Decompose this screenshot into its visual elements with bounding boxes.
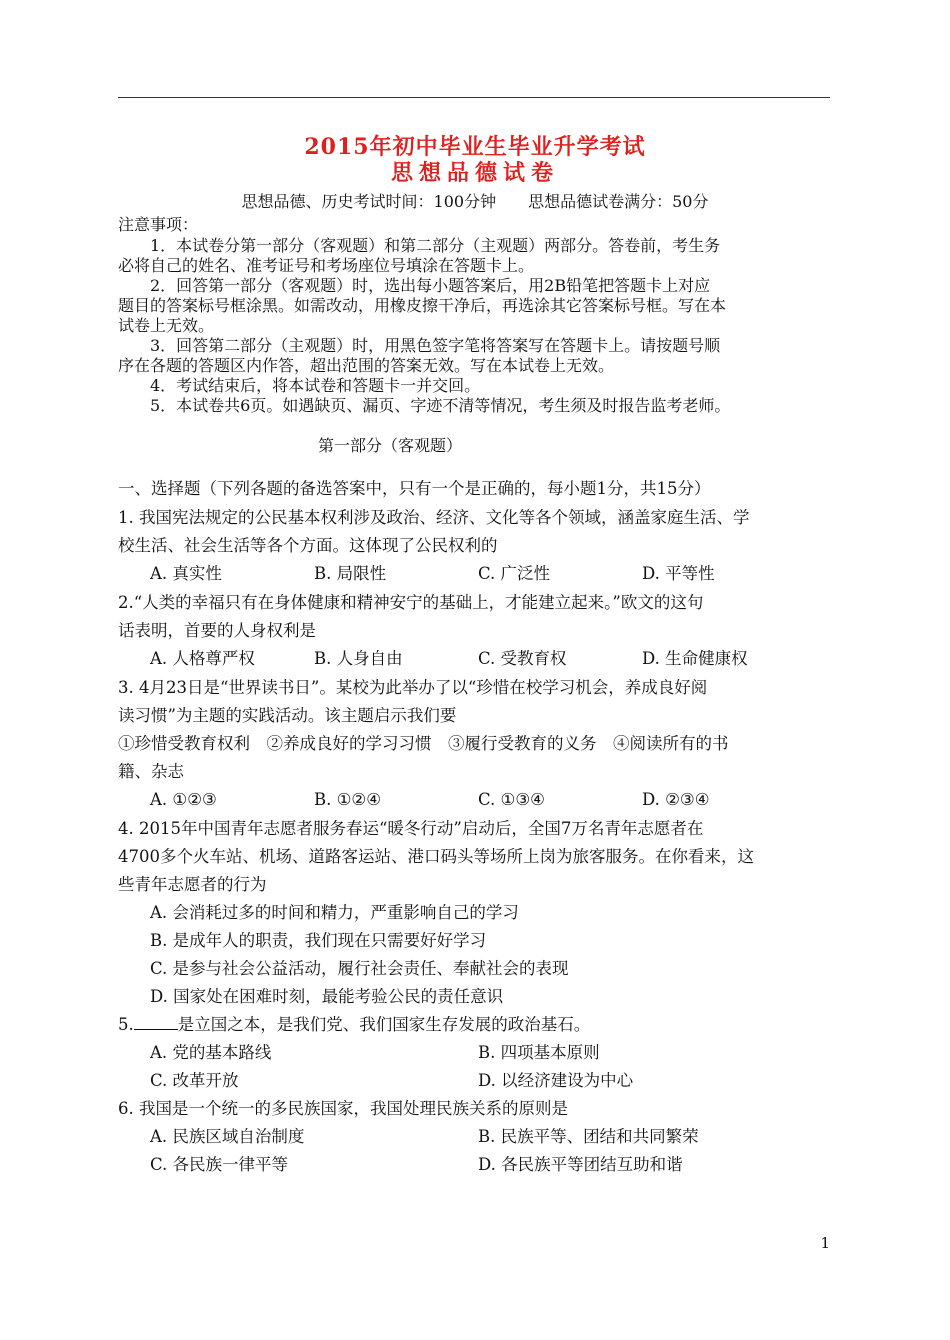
notice-line: 2．回答第一部分（客观题）时，选出每小题答案后，用2B铅笔把答题卡上对应 [118,276,711,295]
question-3-text: ①珍惜受教育权利 ②养成良好的学习习惯 ③履行受教育的义务 ④阅读所有的书 [118,734,729,753]
q1-option-d: D. 平等性 [642,564,715,583]
notice-line: 4．考试结束后，将本试卷和答题卡一并交回。 [118,376,481,395]
q2-option-d: D. 生命健康权 [642,649,748,668]
answer-blank [134,1015,178,1030]
q3-option-d: D. ②③④ [642,790,710,809]
q4-option-c: C. 是参与社会公益活动，履行社会责任、奉献社会的表现 [150,959,569,978]
q4-option-a: A. 会消耗过多的时间和精力，严重影响自己的学习 [150,903,519,922]
exam-title: 2015年初中毕业生毕业升学考试 [304,134,646,160]
notice-line: 5．本试卷共6页。如遇缺页、漏页、字迹不清等情况，考生须及时报告监考老师。 [118,396,731,415]
q3-option-b: B. ①②④ [314,790,381,809]
notice-line: 必将自己的姓名、准考证号和考场座位号填涂在答题卡上。 [118,256,535,275]
q5-option-c: C. 改革开放 [150,1071,239,1090]
question-4-text: 些青年志愿者的行为 [118,875,267,894]
q2-option-c: C. 受教育权 [478,649,567,668]
notice-line: 1．本试卷分第一部分（客观题）和第二部分（主观题）两部分。答卷前，考生务 [118,236,721,255]
question-3-text: 3. 4月23日是“世界读书日”。某校为此举办了以“珍惜在校学习机会，养成良好阅 [118,678,708,697]
q4-option-d: D. 国家处在困难时刻，最能考验公民的责任意识 [150,987,504,1006]
q3-option-a: A. ①②③ [150,790,217,809]
q5-option-a: A. 党的基本路线 [150,1043,272,1062]
question-3-text: 籍、杂志 [118,762,184,781]
notice-heading: 注意事项： [118,215,199,234]
question-4-text: 4. 2015年中国青年志愿者服务春运“暖冬行动”启动后，全国7万名青年志愿者在 [118,819,704,838]
q2-option-b: B. 人身自由 [314,649,403,668]
notice-line: 序在各题的答题区内作答，超出范围的答案无效。写在本试卷上无效。 [118,356,615,375]
q6-option-b: B. 民族平等、团结和共同繁荣 [478,1127,699,1146]
q2-option-a: A. 人格尊严权 [150,649,255,668]
q1-option-b: B. 局限性 [314,564,387,583]
q5-stem: 是立国之本，是我们党、我们国家生存发展的政治基石。 [177,1015,591,1034]
question-4-text: 4700多个火车站、机场、道路客运站、港口码头等场所上岗为旅客服务。在你看来，这 [118,847,754,866]
q1-option-c: C. 广泛性 [478,564,551,583]
part-heading: 第一部分（客观题） [318,436,463,455]
exam-subtitle: 思想品德试卷 [390,160,559,186]
q4-option-b: B. 是成年人的职责，我们现在只需要好好学习 [150,931,487,950]
question-3-text: 读习惯”为主题的实践活动。该主题启示我们要 [118,706,457,725]
question-1-text: 校生活、社会生活等各个方面。这体现了公民权利的 [118,536,498,555]
exam-info: 思想品德、历史考试时间：100分钟 思想品德试卷满分：50分 [241,192,709,211]
q3-option-c: C. ①③④ [478,790,545,809]
q6-option-c: C. 各民族一律平等 [150,1155,289,1174]
q5-option-b: B. 四项基本原则 [478,1043,600,1062]
question-2-text: 2.“人类的幸福只有在身体健康和精神安宁的基础上，才能建立起来。”欧文的这句 [118,593,704,612]
question-2-text: 话表明，首要的人身权利是 [118,621,316,640]
page-number: 1 [820,1234,830,1252]
q1-option-a: A. 真实性 [150,564,222,583]
notice-line: 试卷上无效。 [118,316,215,335]
question-6-text: 6. 我国是一个统一的多民族国家，我国处理民族关系的原则是 [118,1099,568,1118]
notice-line: 3．回答第二部分（主观题）时，用黑色签字笔将答案写在答题卡上。请按题号顺 [118,336,721,355]
q6-option-a: A. 民族区域自治制度 [150,1127,305,1146]
q5-number: 5. [118,1015,134,1034]
header-rule [118,97,830,98]
section-heading: 一、选择题（下列各题的备选答案中，只有一个是正确的，每小题1分，共15分） [118,479,711,498]
notice-line: 题目的答案标号框涂黑。如需改动，用橡皮擦干净后，再选涂其它答案标号框。写在本 [118,296,727,315]
question-5-text [118,1014,832,1036]
q6-option-d: D. 各民族平等团结互助和谐 [478,1155,683,1174]
question-1-text: 1. 我国宪法规定的公民基本权利涉及政治、经济、文化等各个领域，涵盖家庭生活、学 [118,508,750,527]
q5-option-d: D. 以经济建设为中心 [478,1071,634,1090]
